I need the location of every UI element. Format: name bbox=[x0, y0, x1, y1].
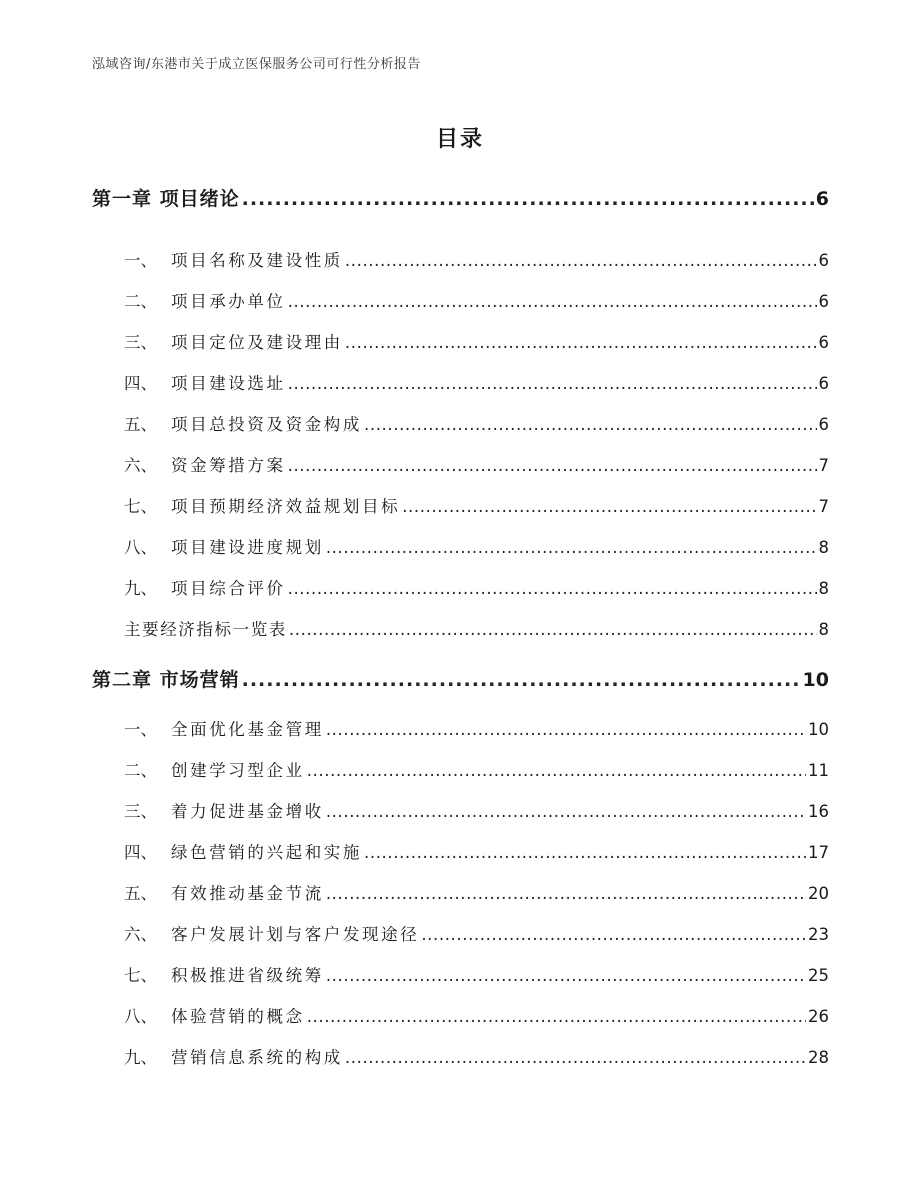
section-number: 六、 bbox=[124, 456, 157, 475]
section-title: 主要经济指标一览表 bbox=[124, 620, 287, 639]
toc-section[interactable] bbox=[124, 1003, 829, 1027]
section-title: 项目建设进度规划 bbox=[171, 538, 324, 557]
section-number: 一、 bbox=[124, 720, 157, 739]
page-number: 10 bbox=[808, 720, 829, 739]
page-number: 10 bbox=[802, 669, 829, 691]
dot-leader bbox=[307, 1007, 806, 1026]
toc-section[interactable] bbox=[124, 247, 829, 271]
section-title: 项目承办单位 bbox=[171, 292, 286, 311]
page-number: 6 bbox=[818, 333, 829, 352]
toc-section[interactable] bbox=[124, 616, 829, 640]
page-number: 23 bbox=[808, 925, 829, 944]
section-title: 项目预期经济效益规划目标 bbox=[171, 497, 401, 516]
section-number: 八、 bbox=[124, 538, 157, 557]
dot-leader bbox=[307, 761, 806, 780]
page-number: 25 bbox=[808, 966, 829, 985]
section-number: 七、 bbox=[124, 497, 157, 516]
section-title: 全面优化基金管理 bbox=[171, 720, 324, 739]
page-number: 8 bbox=[818, 538, 829, 557]
toc-section[interactable] bbox=[124, 329, 829, 353]
section-number: 五、 bbox=[124, 415, 157, 434]
section-title: 项目定位及建设理由 bbox=[171, 333, 343, 352]
section-title: 有效推动基金节流 bbox=[171, 884, 324, 903]
section-number: 七、 bbox=[124, 966, 157, 985]
page-number: 6 bbox=[815, 188, 829, 210]
running-header: 泓域咨询/东港市关于成立医保服务公司可行性分析报告 bbox=[92, 57, 421, 72]
section-title: 营销信息系统的构成 bbox=[171, 1048, 343, 1067]
dot-leader bbox=[364, 843, 806, 862]
page-number: 11 bbox=[808, 761, 829, 780]
toc-title: 目录 bbox=[435, 127, 484, 152]
section-title: 创建学习型企业 bbox=[171, 761, 305, 780]
dot-leader bbox=[288, 579, 817, 598]
dot-leader bbox=[242, 188, 814, 210]
dot-leader bbox=[345, 251, 817, 270]
section-title: 绿色营销的兴起和实施 bbox=[171, 843, 362, 862]
section-number: 三、 bbox=[124, 333, 157, 352]
section-title: 项目名称及建设性质 bbox=[171, 251, 343, 270]
section-number: 八、 bbox=[124, 1007, 157, 1026]
page-number: 6 bbox=[818, 292, 829, 311]
section-number: 三、 bbox=[124, 802, 157, 821]
section-title: 项目总投资及资金构成 bbox=[171, 415, 362, 434]
dot-leader bbox=[242, 669, 801, 691]
chapter-label: 第二章 市场营销 bbox=[92, 669, 240, 691]
toc-section[interactable] bbox=[124, 411, 829, 435]
page-number: 8 bbox=[818, 579, 829, 598]
page-number: 28 bbox=[808, 1048, 829, 1067]
section-number: 九、 bbox=[124, 1048, 157, 1067]
dot-leader bbox=[326, 966, 806, 985]
section-number: 二、 bbox=[124, 761, 157, 780]
section-title: 项目综合评价 bbox=[171, 579, 286, 598]
toc-section[interactable] bbox=[124, 839, 829, 863]
section-number: 四、 bbox=[124, 843, 157, 862]
toc-section[interactable] bbox=[124, 493, 829, 517]
section-number: 九、 bbox=[124, 579, 157, 598]
dot-leader bbox=[364, 415, 817, 434]
section-number: 一、 bbox=[124, 251, 157, 270]
toc-chapter-2[interactable] bbox=[92, 665, 829, 692]
toc-section[interactable] bbox=[124, 880, 829, 904]
dot-leader bbox=[326, 802, 806, 821]
toc-chapter-1[interactable] bbox=[92, 184, 829, 211]
dot-leader bbox=[288, 456, 817, 475]
toc-section[interactable] bbox=[124, 798, 829, 822]
page-number: 20 bbox=[808, 884, 829, 903]
dot-leader bbox=[345, 1048, 806, 1067]
toc-section[interactable] bbox=[124, 716, 829, 740]
dot-leader bbox=[288, 374, 817, 393]
toc-section[interactable] bbox=[124, 1044, 829, 1068]
toc-section[interactable] bbox=[124, 288, 829, 312]
chapter-label: 第一章 项目绪论 bbox=[92, 188, 240, 210]
toc-section[interactable] bbox=[124, 921, 829, 945]
section-title: 体验营销的概念 bbox=[171, 1007, 305, 1026]
section-number: 四、 bbox=[124, 374, 157, 393]
page-number: 8 bbox=[818, 620, 829, 639]
section-title: 着力促进基金增收 bbox=[171, 802, 324, 821]
page-number: 26 bbox=[808, 1007, 829, 1026]
section-title: 项目建设选址 bbox=[171, 374, 286, 393]
page-number: 6 bbox=[818, 374, 829, 393]
toc-section[interactable] bbox=[124, 575, 829, 599]
section-title: 资金筹措方案 bbox=[171, 456, 286, 475]
dot-leader bbox=[289, 620, 817, 639]
page-number: 7 bbox=[818, 497, 829, 516]
toc-section[interactable] bbox=[124, 452, 829, 476]
dot-leader bbox=[326, 884, 806, 903]
section-number: 五、 bbox=[124, 884, 157, 903]
page-number: 6 bbox=[818, 415, 829, 434]
dot-leader bbox=[345, 333, 817, 352]
dot-leader bbox=[421, 925, 806, 944]
section-number: 二、 bbox=[124, 292, 157, 311]
toc-section[interactable] bbox=[124, 962, 829, 986]
dot-leader bbox=[326, 720, 806, 739]
dot-leader bbox=[288, 292, 817, 311]
dot-leader bbox=[326, 538, 817, 557]
page-number: 6 bbox=[818, 251, 829, 270]
toc-section[interactable] bbox=[124, 757, 829, 781]
page-number: 17 bbox=[808, 843, 829, 862]
section-number: 六、 bbox=[124, 925, 157, 944]
dot-leader bbox=[402, 497, 816, 516]
toc-section[interactable] bbox=[124, 534, 829, 558]
section-title: 积极推进省级统筹 bbox=[171, 966, 324, 985]
toc-section[interactable] bbox=[124, 370, 829, 394]
page-number: 16 bbox=[808, 802, 829, 821]
page-number: 7 bbox=[818, 456, 829, 475]
section-title: 客户发展计划与客户发现途径 bbox=[171, 925, 420, 944]
